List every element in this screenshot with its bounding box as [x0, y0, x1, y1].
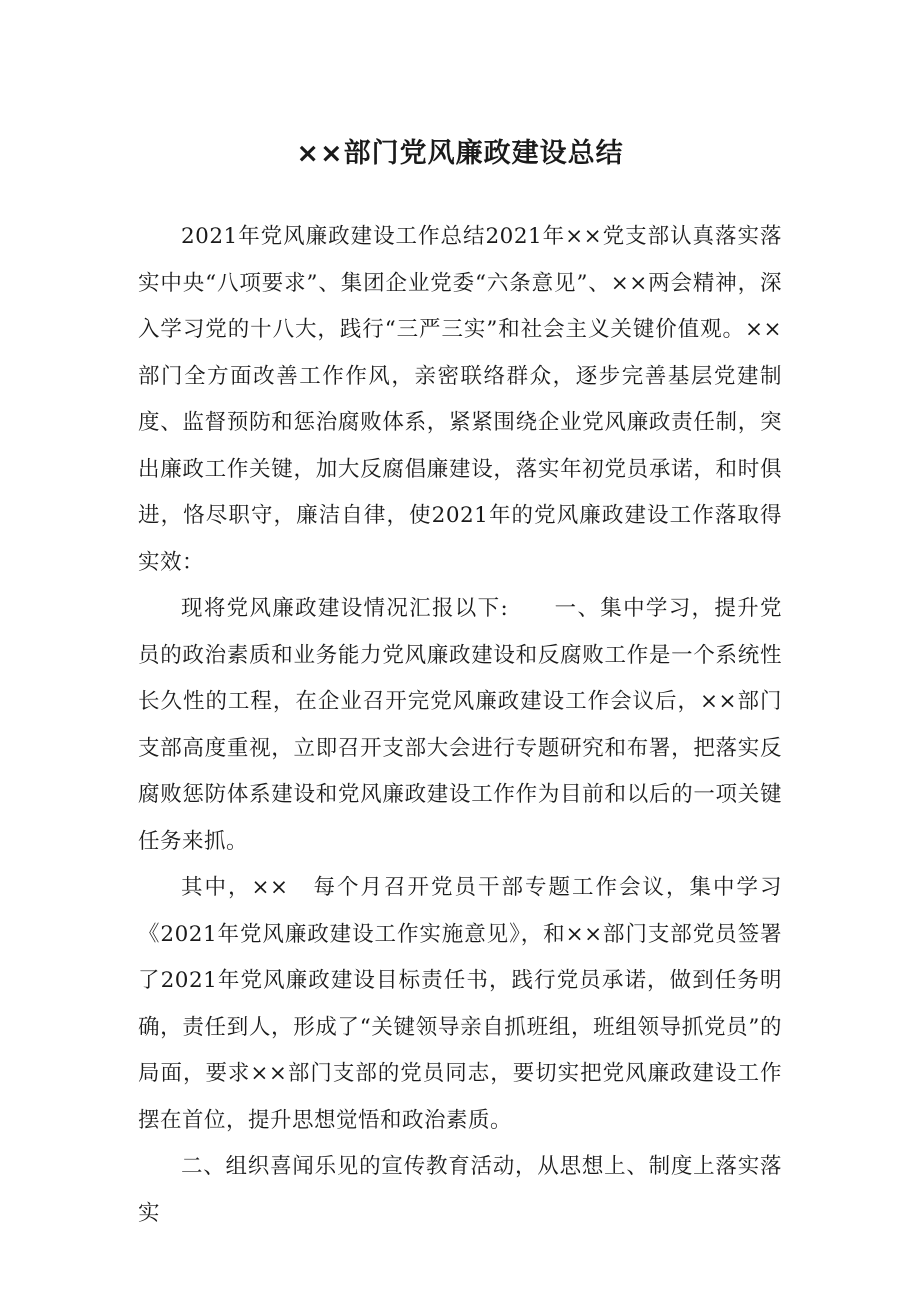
paragraph-section-two: 二、组织喜闻乐见的宣传教育活动，从思想上、制度上落实落实 [138, 1154, 782, 1226]
document-body [138, 214, 782, 1237]
paragraph-intro: 2021年党风廉政建设工作总结2021年××党支部认真落实落实中央“八项要求”、集团企业党委“六条意见”、××两会精神，深入学习党的十八大，践行“三严三实”和社会主义关键价值观。××部门全方面改善工作作风，亲密联络群众，逐步完善基层党建制度、监督预防和惩治腐败体系，紧紧围绕企业党风廉政责任制，突出廉政工作关键，加大反腐倡廉建设，落实年初党员承诺，和时俱进，恪尽职守，廉洁自律，使2021年的党风廉政建设工作落取得实效： [138, 224, 782, 575]
paragraph-monthly-meetings: 其中，×× 每个月召开党员干部专题工作会议，集中学习《2021年党风廉政建设工作实施意见》，和××部门支部党员签署了2021年党风廉政建设目标责任书，践行党员承诺，做到任务明确，责任到人，形成了“关键领导亲自抓班组，班组领导抓党员”的局面，要求××部门支部的党员同志，要切实把党风廉政建设工作摆在首位，提升思想觉悟和政治素质。 [138, 875, 782, 1133]
document-title: ××部门党风廉政建设总结 [296, 138, 624, 170]
paragraph-section-one: 现将党风廉政建设情况汇报以下: 一、集中学习，提升党员的政治素质和业务能力党风廉政建设和反腐败工作是一个系统性长久性的工程，在企业召开完党风廉政建设工作会议后，××部门支部高度重视，立即召开支部大会进行专题研究和布署，把落实反腐败惩防体系建设和党风廉政建设工作作为目前和以后的一项关键任务来抓。 [138, 596, 782, 854]
